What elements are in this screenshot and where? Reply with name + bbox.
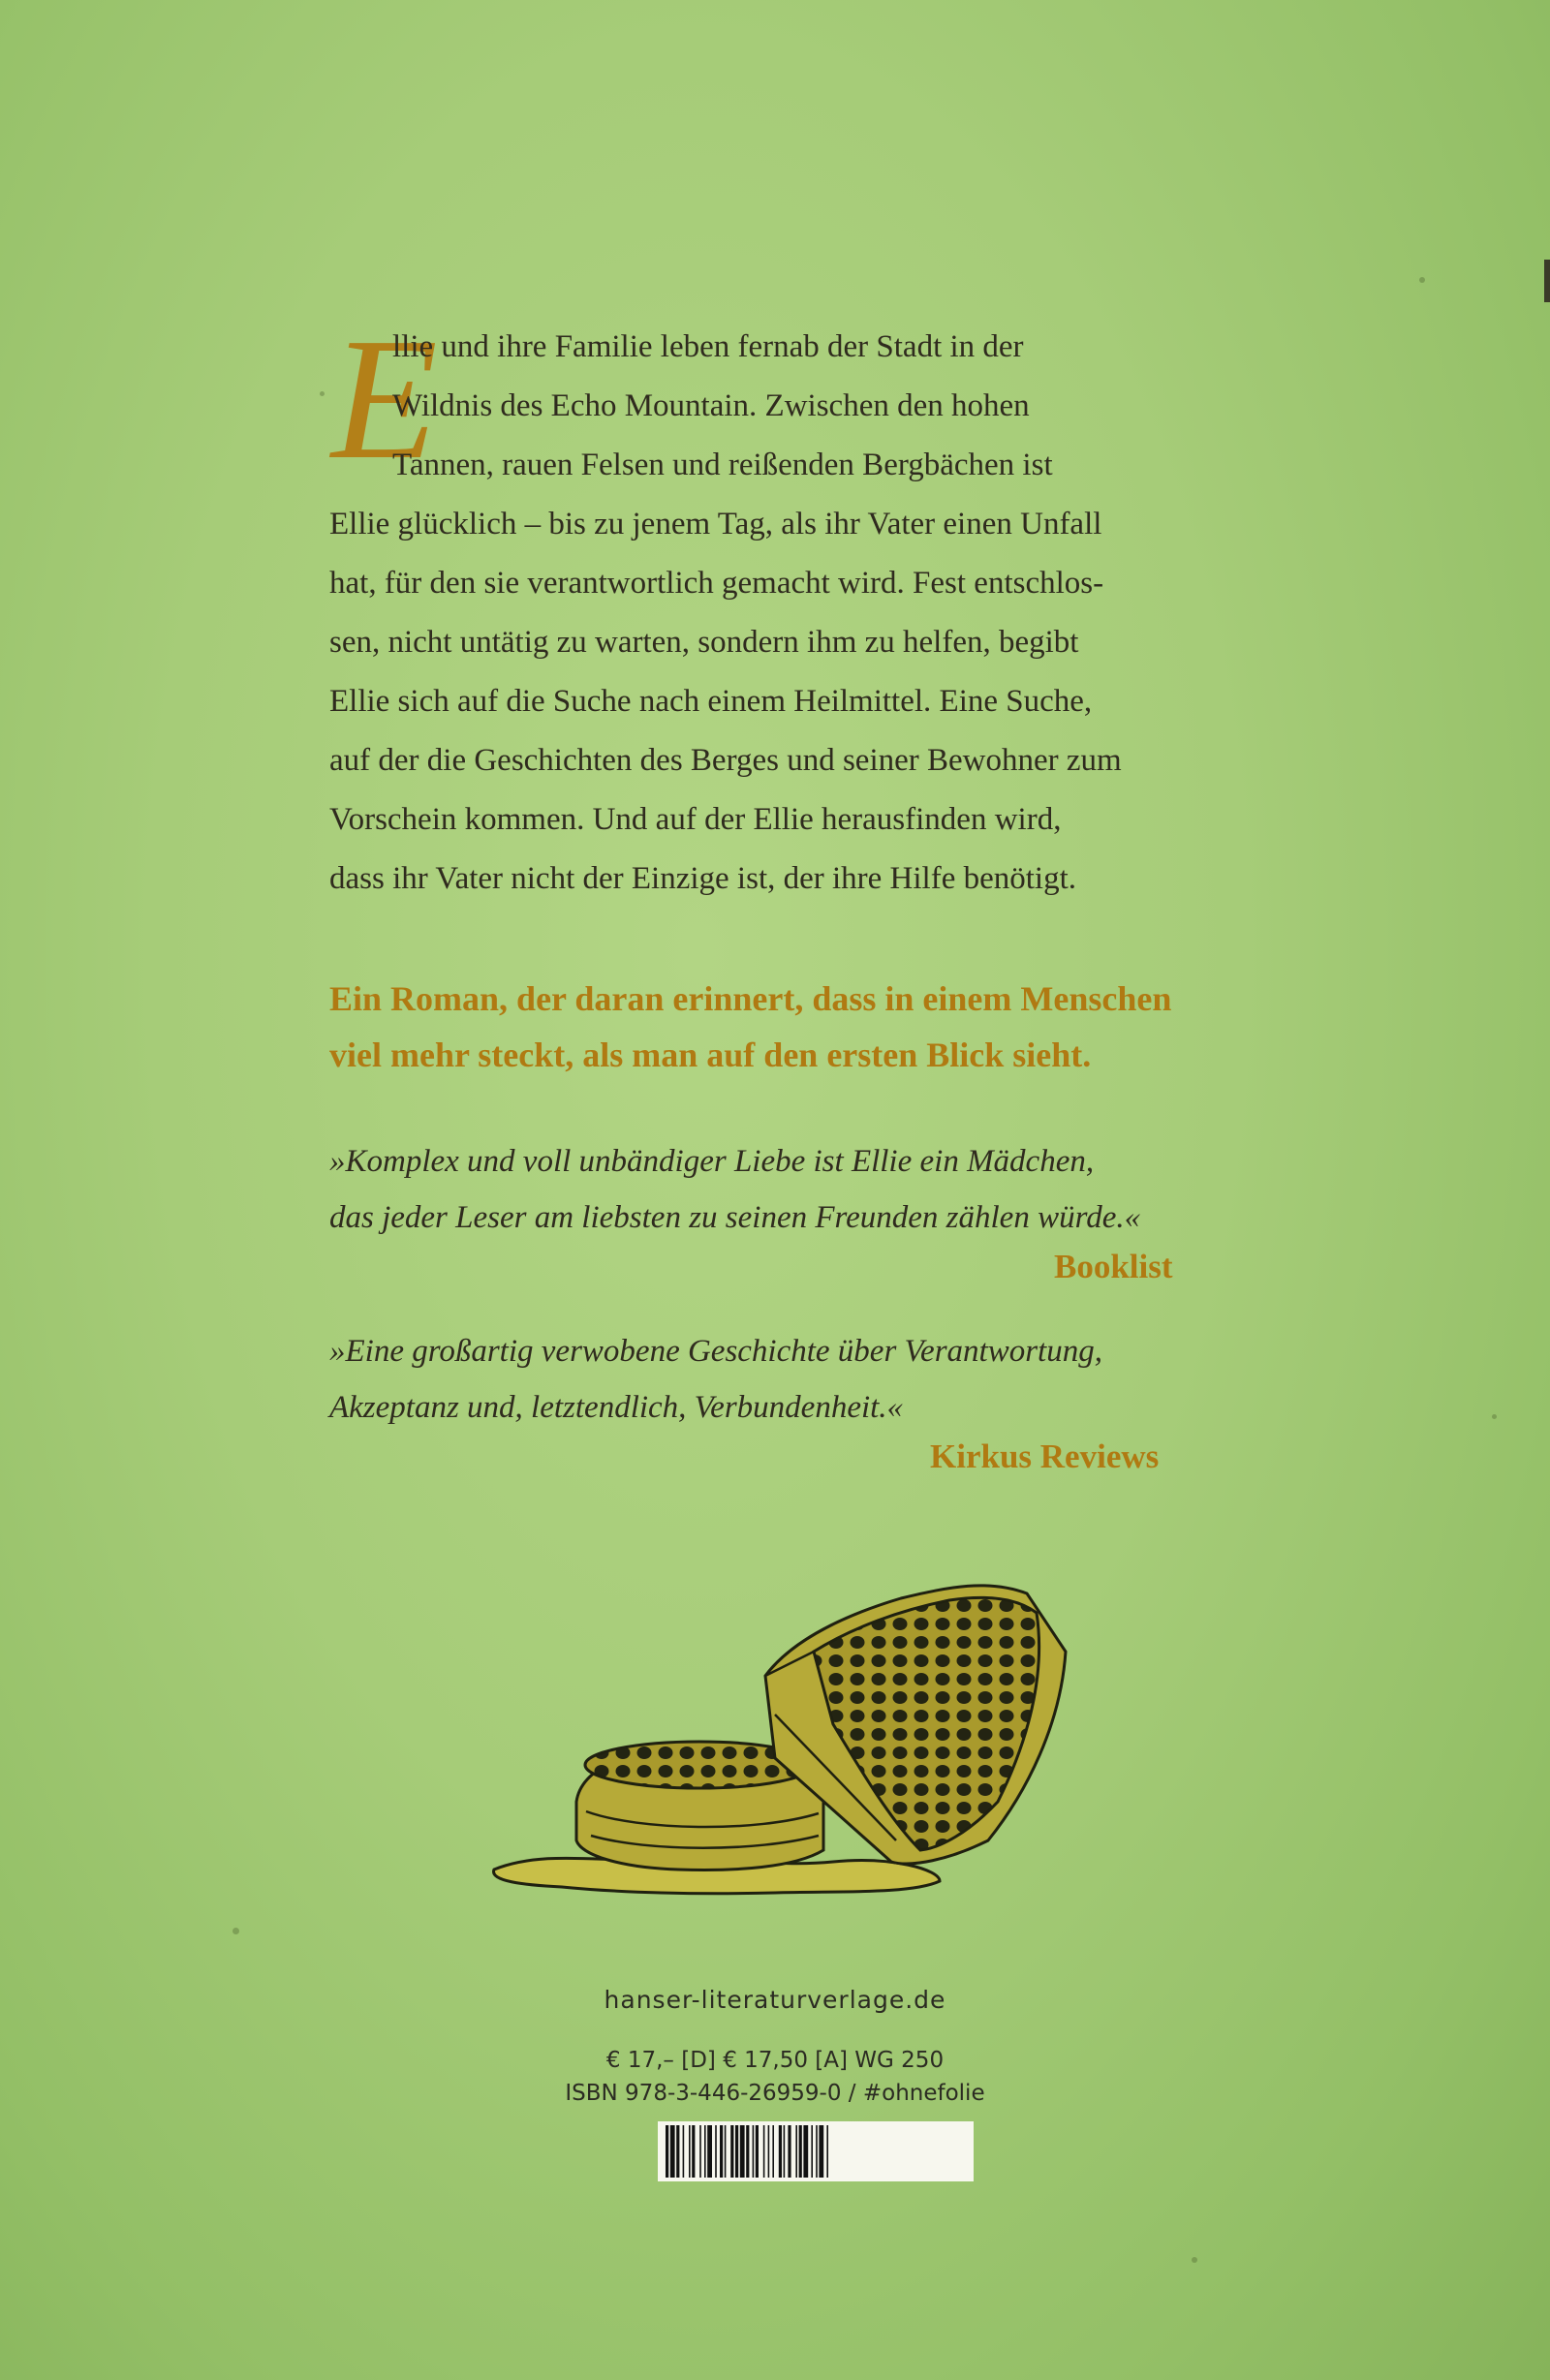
background-speck: [320, 391, 325, 396]
blurb-line: sen, nicht untätig zu warten, sondern ihm zu helfen, begibt: [329, 625, 1079, 660]
barcode-bar: [699, 2125, 701, 2178]
quote-line: »Komplex und voll unbändiger Liebe ist Ellie ein Mädchen,: [329, 1144, 1095, 1179]
blurb-line: llie und ihre Familie leben fernab der Stadt in der: [392, 329, 1024, 364]
blurb-line: auf der die Geschichten des Berges und seiner Bewohner zum: [329, 743, 1122, 778]
barcode-bar: [753, 2125, 755, 2178]
barcode-bar: [725, 2125, 727, 2178]
drop-cap: E: [331, 302, 438, 495]
tagline-line: viel mehr steckt, als man auf den ersten Blick sieht.: [329, 1035, 1092, 1074]
barcode-bar: [788, 2125, 790, 2178]
background-speck: [1492, 1414, 1497, 1419]
tagline: [329, 971, 1308, 1083]
background-speck: [1419, 277, 1425, 283]
blurb-line: Ellie sich auf die Suche nach einem Heilmittel. Eine Suche,: [329, 684, 1093, 719]
barcode-bar: [816, 2125, 818, 2178]
barcode-bar: [779, 2125, 782, 2178]
barcode-bar: [803, 2125, 808, 2178]
blurb-line: Vorschein kommen. Und auf der Ellie herausfinden wird,: [329, 802, 1062, 837]
barcode-bar: [715, 2125, 717, 2178]
barcode-bar: [784, 2125, 786, 2178]
blurb-line: Tannen, rauen Felsen und reißenden Bergbächen ist: [392, 448, 1053, 482]
review-quote: [329, 1133, 1298, 1246]
barcode-bar: [735, 2125, 738, 2178]
barcode-bar: [676, 2125, 679, 2178]
barcode-bar: [670, 2125, 675, 2178]
spine-edge-mark: [1544, 260, 1550, 302]
blurb-line: hat, für den sie verantwortlich gemacht wird. Fest entschlos-: [329, 566, 1104, 601]
quote-source: Kirkus Reviews: [930, 1437, 1160, 1475]
honeycomb-icon: [484, 1560, 1104, 1908]
barcode-bar: [768, 2125, 770, 2178]
quote-line: »Eine großartig verwobene Geschichte über Verantwortung,: [329, 1334, 1102, 1369]
barcode-bar: [720, 2125, 723, 2178]
price-info: € 17,– [D] € 17,50 [A] WG 250: [605, 2048, 945, 2073]
background-speck: [232, 1928, 239, 1934]
blurb-line: Ellie glücklich – bis zu jenem Tag, als ihr Vater einen Unfall: [329, 507, 1102, 541]
barcode-bar: [704, 2125, 706, 2178]
isbn: ISBN 978-3-446-26959-0 / #ohnefolie: [565, 2081, 985, 2106]
barcode-bar: [811, 2125, 813, 2178]
barcode-bar: [707, 2125, 712, 2178]
barcode-bar: [795, 2125, 797, 2178]
blurb-line: Wildnis des Echo Mountain. Zwischen den hohen: [392, 388, 1030, 423]
review-quote: [329, 1323, 1298, 1436]
quote-line: das jeder Leser am liebsten zu seinen Freunden zählen würde.«: [329, 1200, 1141, 1235]
quote-source: Booklist: [1054, 1248, 1173, 1285]
barcode-bar: [826, 2125, 828, 2178]
blurb-line: dass ihr Vater nicht der Einzige ist, der ihre Hilfe benötigt.: [329, 861, 1077, 896]
barcode-bar: [730, 2125, 733, 2178]
barcode-bar: [819, 2125, 823, 2178]
barcode-bar: [689, 2125, 691, 2178]
background-speck: [1192, 2257, 1197, 2263]
barcode-bar: [772, 2125, 774, 2178]
publisher-website: hanser-literaturverlage.de: [604, 1986, 946, 2014]
barcode-bar: [746, 2125, 749, 2178]
blurb-text: [329, 318, 1308, 909]
barcode-bar: [683, 2125, 685, 2178]
barcode-bar: [692, 2125, 695, 2178]
tagline-line: Ein Roman, der daran erinnert, dass in einem Menschen: [329, 979, 1172, 1018]
barcode: [658, 2121, 974, 2181]
barcode-bar: [799, 2125, 802, 2178]
barcode-bar: [756, 2125, 759, 2178]
barcode-bar: [763, 2125, 765, 2178]
barcode-bar: [666, 2125, 668, 2178]
quote-line: Akzeptanz und, letztendlich, Verbundenheit.«: [329, 1390, 904, 1425]
barcode-bar: [740, 2125, 745, 2178]
